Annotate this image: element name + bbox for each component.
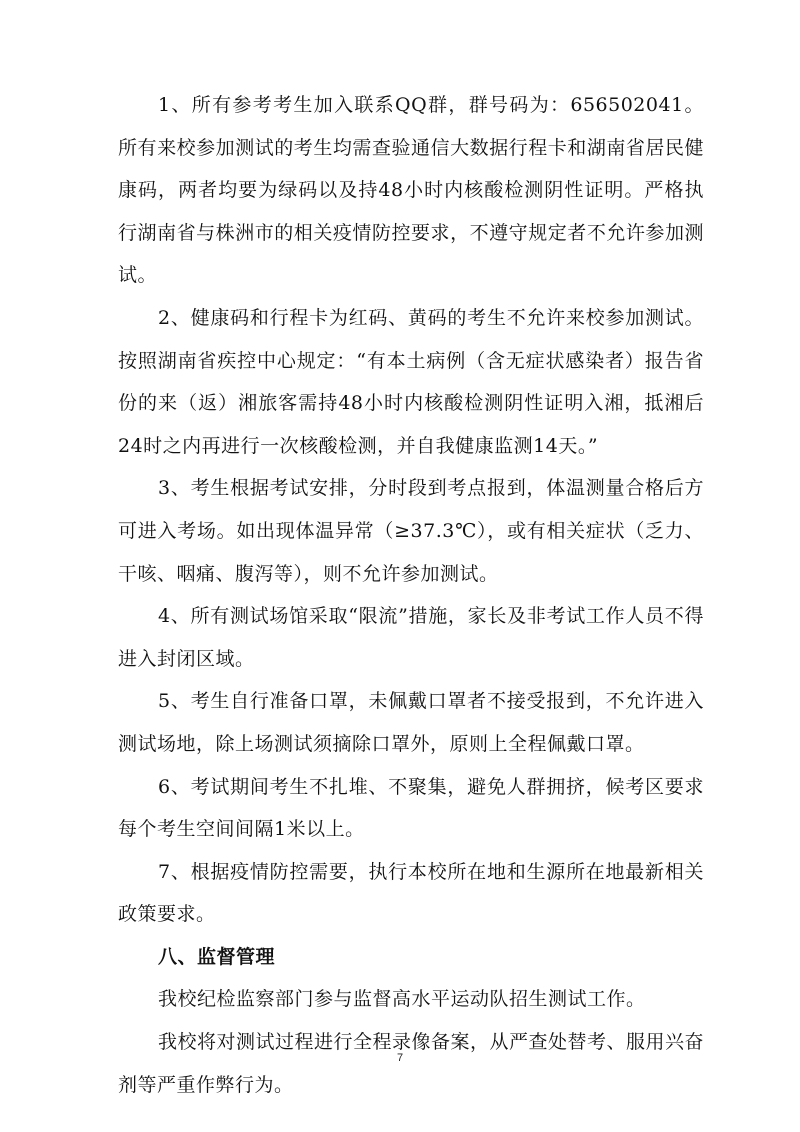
- paragraph-2: 2、健康码和行程卡为红码、黄码的考生不允许来校参加测试。按照湖南省疾控中心规定：“有本土病例（含无症状感染者）报告省份的来（返）湘旅客需持48小时内核酸检测阴性证明入湘，抵湘后24时之内再进行一次核酸检测，并自我健康监测14天。”: [118, 306, 704, 457]
- document-body: [118, 84, 704, 1106]
- paragraph-4: 4、所有测试场馆采取“限流”措施，家长及非考试工作人员不得进入封闭区域。: [118, 605, 704, 670]
- supervision-paragraph-2: 我校将对测试过程进行全程录像备案，从严查处替考、服用兴奋剂等严重作弊行为。: [118, 1031, 705, 1096]
- paragraph-3: 3、考生根据考试安排，分时段到考点报到，体温测量合格后方可进入考场。如出现体温异常（≥37.3℃），或有相关症状（乏力、干咳、咽痛、腹泻等），则不允许参加测试。: [118, 477, 704, 585]
- paragraph-7: 7、根据疫情防控需要，执行本校所在地和生源所在地最新相关政策要求。: [118, 860, 704, 926]
- paragraph-5: 5、考生自行准备口罩，未佩戴口罩者不接受报到，不允许进入测试场地，除上场测试须摘除口罩外，原则上全程佩戴口罩。: [118, 690, 704, 755]
- page-number: 7: [396, 1052, 404, 1064]
- section-heading-supervision: 八、监督管理: [158, 945, 276, 968]
- supervision-paragraph-1: 我校纪检监察部门参与监督高水平运动队招生测试工作。: [158, 988, 646, 1011]
- paragraph-1: 1、所有参考考生加入联系QQ群，群号码为：656502041。所有来校参加测试的考生均需查验通信大数据行程卡和湖南省居民健康码，两者均要为绿码以及持48小时内核酸检测阴性证明。严格执行湖南省与株洲市的相关疫情防控要求，不遵守规定者不允许参加测试。: [118, 94, 704, 287]
- paragraph-6: 6、考试期间考生不扎堆、不聚集，避免人群拥挤，候考区要求每个考生空间间隔1米以上。: [118, 775, 704, 841]
